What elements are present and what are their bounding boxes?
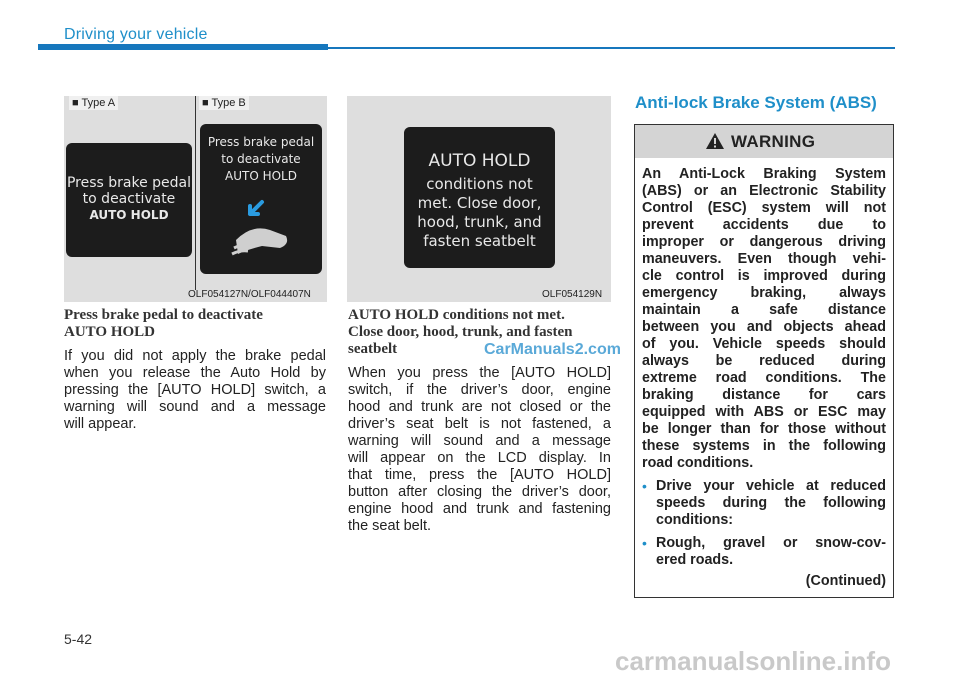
warning-text: [642, 166, 886, 590]
lcd-b-line-2: to deactivate: [221, 152, 301, 166]
lcd-display-type-a: [66, 143, 192, 257]
warning-bullet-2: [642, 535, 886, 569]
column2-body-line-9: engine hood and trunk and fastening: [348, 501, 611, 517]
column1-body-line-3: pressing the [AUTO HOLD] switch, a: [64, 382, 326, 398]
lcd-a-line-1: Press brake pedal: [66, 175, 192, 191]
column1-text: [64, 307, 326, 433]
warning-header: [635, 125, 893, 158]
footer-watermark[interactable]: carmanualsonline.info: [615, 646, 891, 676]
bullet2-line-1: Rough, gravel or snow-cov-: [656, 535, 886, 551]
warning-line-1: An Anti-Lock Braking System: [642, 166, 886, 182]
column1-body-line-4: warning will sound and a message: [64, 399, 326, 415]
column2-body-line-1: When you press the [AUTO HOLD]: [348, 365, 611, 381]
figure-divider: [195, 96, 196, 290]
lcd-a-line-3: AUTO HOLD: [89, 208, 169, 222]
lcd-display-conditions: [404, 127, 555, 268]
warning-line-3: Control (ESC) system will not: [642, 200, 886, 216]
header-rule-thin: [328, 47, 895, 49]
column2-heading-line-2: Close door, hood, trunk, and fasten: [348, 324, 573, 340]
column2-body-line-4: driver’s seat belt is not fastened, a: [348, 416, 611, 432]
abs-section-title: Anti-lock Brake System (ABS): [635, 93, 877, 112]
continued-label: (Continued): [805, 573, 886, 589]
lcd-c-line-4: hood, trunk, and: [417, 213, 542, 231]
lcd-b-line-3: AUTO HOLD: [225, 169, 297, 183]
warning-label: WARNING: [731, 132, 816, 151]
lcd-a-line-2: to deactivate: [82, 191, 176, 207]
type-b-label: ■ Type B: [199, 96, 249, 110]
column1-body-line-1: If you did not apply the brake pedal: [64, 348, 326, 364]
warning-bullet-1: [642, 478, 886, 529]
lcd-c-line-2: conditions not: [426, 175, 533, 193]
warning-line-14: braking distance for cars: [642, 387, 886, 403]
bullet1-line-2: speeds during the following: [656, 495, 886, 511]
figure2-caption: OLF054129N: [542, 289, 603, 300]
warning-line-13: extreme road conditions. The: [642, 370, 886, 386]
column1-body-line-5: will appear.: [64, 416, 137, 432]
column2-body-line-10: the seat belt.: [348, 518, 432, 534]
bullet-dot-icon: •: [642, 535, 647, 551]
page-number: 5-42: [64, 631, 93, 647]
column2-heading-line-3: seatbelt: [348, 341, 398, 357]
column2-body-line-2: switch, if the driver’s door, engine: [348, 382, 611, 398]
bullet1-line-3: conditions:: [656, 512, 734, 528]
lcd-c-line-3: met. Close door,: [417, 194, 542, 212]
column2-body-line-3: hood and trunk are not closed or the: [348, 399, 611, 415]
warning-line-7: cle control is improved during: [642, 268, 886, 284]
column2-heading-line-1: AUTO HOLD conditions not met.: [348, 307, 565, 323]
section-title: Driving your vehicle: [64, 26, 208, 43]
warning-line-10: between you and objects ahead: [642, 319, 886, 335]
warning-line-11: of you. Vehicle speeds should: [642, 336, 886, 352]
bullet2-line-2: ered roads.: [656, 552, 734, 568]
type-a-label: ■ Type A: [69, 96, 118, 110]
warning-line-12: always be reduced during: [642, 353, 886, 369]
column1-body-line-2: when you release the Auto Hold by: [64, 365, 326, 381]
figure1-caption: OLF054127N/OLF044407N: [188, 289, 311, 300]
lcd-b-line-1: Press brake pedal: [207, 135, 315, 149]
column2-body-line-8: button after closing the driver’s door,: [348, 484, 611, 500]
warning-line-15: equipped with ABS or ESC may: [642, 404, 886, 420]
column1-heading-line-1: Press brake pedal to deactivate: [64, 307, 263, 323]
lcd-c-line-5: fasten seatbelt: [423, 232, 536, 250]
column2-body-line-6: will appear on the LCD display. In: [348, 450, 611, 466]
warning-line-18: road conditions.: [642, 455, 754, 471]
warning-line-16: be longer than for those without: [642, 421, 886, 437]
warning-line-4: prevent accidents due to: [642, 217, 886, 233]
warning-line-9: maintain a safe distance: [642, 302, 886, 318]
lcd-c-line-1: AUTO HOLD: [428, 151, 531, 171]
bullet-dot-icon: •: [642, 478, 647, 494]
watermark-link[interactable]: CarManuals2.com: [484, 341, 621, 358]
warning-line-5: improper or dangerous driving: [642, 234, 886, 250]
warning-line-17: these systems in the following: [642, 438, 886, 454]
column2-body-line-7: that time, press the [AUTO HOLD]: [348, 467, 611, 483]
warning-line-8: emergency braking, always: [642, 285, 886, 301]
column2-body-line-5: warning will sound and a message: [348, 433, 611, 449]
header-rule-thick: [38, 44, 328, 50]
warning-line-2: (ABS) or an Electronic Stability: [642, 183, 886, 199]
bullet1-line-1: Drive your vehicle at reduced: [656, 478, 886, 494]
brake-pedal-icon: [228, 198, 294, 260]
warning-line-6: maneuvers. Even though vehi-: [642, 251, 886, 267]
warning-triangle-icon: [705, 132, 725, 150]
column1-heading-line-2: AUTO HOLD: [64, 324, 155, 340]
lcd-display-type-b: [200, 124, 322, 274]
